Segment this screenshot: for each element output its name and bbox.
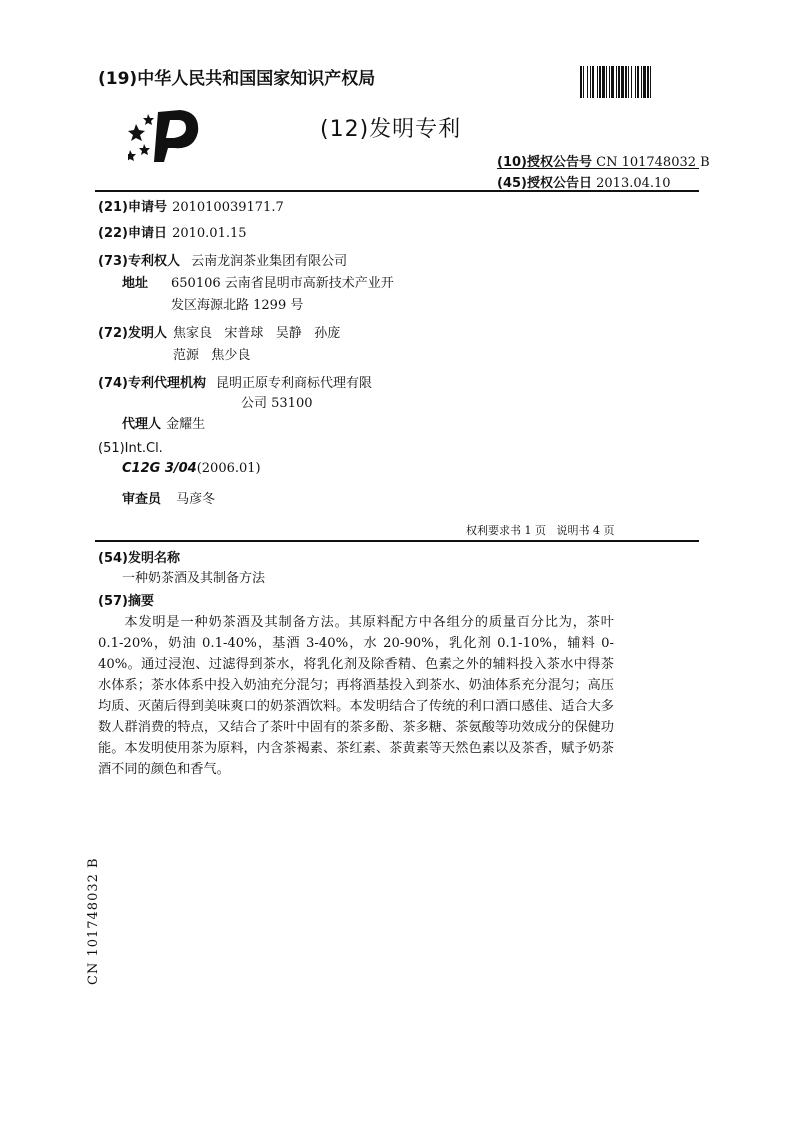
grant-date-label: (45)授权公告日 [497,176,592,191]
invention-title: 一种奶茶酒及其制备方法 [122,571,266,586]
application-number-row [98,196,284,215]
barcode-bar [641,66,642,98]
abstract-label: (57)摘要 [98,594,154,609]
barcode-bar [628,66,629,98]
barcode-bar [616,66,617,98]
application-date-label: (22)申请日 [98,226,167,241]
barcode-bar [609,66,610,98]
barcode-bar [637,66,639,98]
application-date-row [98,222,247,241]
address-label: 地址 [122,276,149,291]
agent: 金耀生 [166,417,206,432]
barcode-bar [606,66,607,98]
barcode-bar [583,66,584,98]
section-divider [95,540,699,542]
agent-label: 代理人 [122,417,162,432]
barcode-bar [599,66,601,98]
document-type: (12)发明专利 [320,117,462,142]
cnipa-logo-icon [128,104,204,166]
barcode-bar [643,66,646,98]
barcode-bar [618,66,620,98]
barcode-bar [631,66,632,98]
address-line-2: 发区海源北路 1299 号 [171,298,304,313]
grant-date-row [497,172,671,191]
patentee: 云南龙润茶业集团有限公司 [191,254,348,269]
barcode-bar [580,66,582,98]
abstract-body [98,612,614,780]
patentee-row [98,250,347,269]
application-date: 2010.01.15 [172,226,247,241]
header-divider [95,190,699,192]
barcode-bar [587,66,588,98]
side-publication-number: CN 101748032 B [86,857,101,985]
barcode-bar [590,66,591,98]
barcode-bar [621,66,624,98]
barcode-bar [592,66,594,98]
agency-line-2: 公司 53100 [241,396,313,411]
address-line-1: 650106 云南省昆明市高新技术产业开 [171,276,394,291]
barcode-icon [580,66,700,98]
divider [497,168,699,169]
application-number-label: (21)申请号 [98,200,167,215]
grant-pub-no: CN 101748032 B [596,155,710,170]
issuing-office: (19)中华人民共和国国家知识产权局 [98,69,376,89]
ipc-row [122,461,261,476]
barcode-bar [625,66,627,98]
agency-line-1: 昆明正原专利商标代理有限 [216,376,373,391]
patentee-label: (73)专利权人 [98,254,180,269]
examiner: 马彦冬 [176,492,216,507]
examiner-label: 审查员 [122,492,162,507]
page-count-note: 权利要求书 1 页 说明书 4 页 [466,524,615,537]
agent-row [122,413,205,432]
barcode-bar [635,66,636,98]
grant-pub-no-label: (10)授权公告号 [497,155,592,170]
abstract-text: 本发明是一种奶茶酒及其制备方法。其原料配方中各组分的质量百分比为，茶叶 0.1-20%，奶油 0.1-40%，基酒 3-40%，水 20-90%，乳化剂 0.1-10%，辅料 0-40%。通过浸泡、过滤得到茶水，将乳化剂及除香精、色素之外的辅料投入茶水中得茶水体系；茶水体系中投入奶油充分混匀；再将酒基投入到茶水、奶油体系充分混匀；高压均质、灭菌后得到美味爽口的奶茶酒饮料。本发明结合了传统的利口酒口感佳、适合大多数人群消费的特点，又结合了茶叶中固有的茶多酚、茶多糖、茶氨酸等功效成分的保健功能。本发明使用茶为原料，内含茶褐素、茶红素、茶黄素等天然色素以及茶香，赋予奶茶酒不同的颜色和香气。 [98,615,614,777]
grant-date: 2013.04.10 [596,176,671,191]
application-number: 201010039171.7 [172,200,284,215]
barcode-bar [602,66,605,98]
barcode-bar [647,66,649,98]
ipc-code: C12G 3/04 [122,461,197,476]
barcode-bar [650,66,651,98]
examiner-row [122,488,215,507]
inventors-line-2: 范源 焦少良 [173,348,251,363]
ipc-label: (51)Int.Cl. [98,441,163,456]
title-label: (54)发明名称 [98,551,180,566]
barcode-bar [597,66,598,98]
barcode-bar [611,66,614,98]
ipc-version: (2006.01) [196,461,261,476]
inventors-label: (72)发明人 [98,326,167,341]
inventors-line-1: 焦家良 宋普球 吴静 孙庞 [173,326,341,341]
agency-label: (74)专利代理机构 [98,376,206,391]
